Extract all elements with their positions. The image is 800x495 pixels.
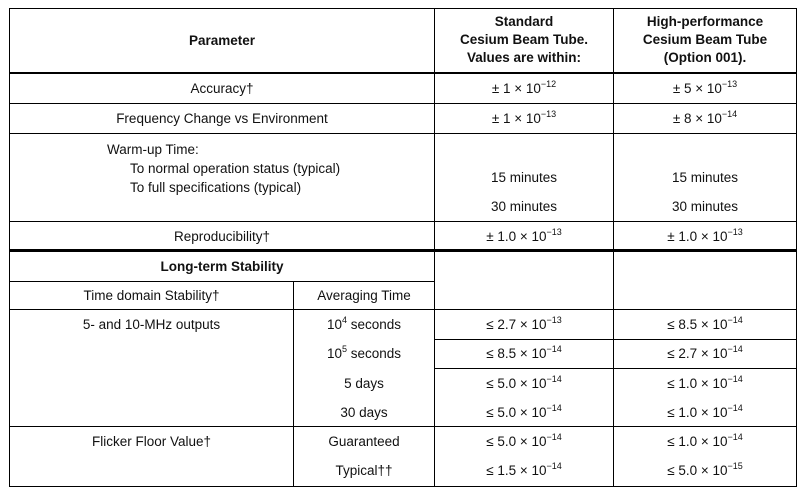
row-rule (9, 426, 797, 427)
table-border-top (9, 8, 797, 9)
stability-standard-value: ≤ $8.5 \times 10^{-14}$ (486, 343, 562, 361)
accuracy-high-perf-value: ± $5 \times 10^{-13}$ (672, 78, 738, 96)
accuracy-label: Accuracy† (190, 81, 254, 96)
stability-standard-value: ≤ $5.0 \times 10^{-14}$ (486, 373, 562, 391)
row-rule (9, 103, 797, 104)
table-border-bottom (9, 486, 797, 487)
row-rule (434, 368, 797, 369)
freq-env-high-perf-value: ± $8 \times 10^{-14}$ (672, 108, 738, 126)
warmup-sub-full: To full specifications (typical) (130, 180, 302, 195)
warmup-standard-normal: 15 minutes (490, 170, 558, 185)
stability-standard-value: ≤ $5.0 \times 10^{-14}$ (486, 402, 562, 420)
header-standard-line3: Values are within: (466, 50, 582, 65)
flicker-label: Flicker Floor Value† (91, 434, 212, 449)
table-border-right (796, 8, 797, 487)
flicker-time: Typical†† (335, 463, 393, 478)
longterm-outputs-label: 5- and 10-MHz outputs (82, 317, 221, 332)
averaging-time: $10^5$ seconds (326, 343, 402, 361)
stability-high-perf-value: ≤ $1.0 \times 10^{-14}$ (667, 373, 743, 391)
accuracy-standard-value: ± $1 \times 10^{-12}$ (491, 78, 557, 96)
flicker-high-perf-value: ≤ $1.0 \times 10^{-14}$ (667, 431, 743, 449)
row-rule (9, 221, 797, 222)
averaging-time: 5 days (344, 376, 384, 391)
longterm-col-time-domain: Time domain Stability† (83, 288, 220, 303)
flicker-standard-value: ≤ $5.0 \times 10^{-14}$ (486, 431, 562, 449)
flicker-time: Guaranteed (328, 434, 400, 449)
header-standard-line2: Cesium Beam Tube. (459, 32, 589, 47)
stability-high-perf-value: ≤ $8.5 \times 10^{-14}$ (667, 314, 743, 332)
averaging-time: $10^4$ seconds (326, 314, 402, 332)
freq-env-standard-value: ± $1 \times 10^{-13}$ (491, 108, 557, 126)
header-high-perf-line1: High-performance (646, 14, 764, 29)
header-rule (9, 72, 797, 74)
warmup-high-perf-full: 30 minutes (671, 199, 739, 214)
warmup-high-perf-normal: 15 minutes (671, 170, 739, 185)
row-rule (9, 133, 797, 134)
longterm-col-averaging: Averaging Time (317, 288, 411, 303)
flicker-standard-value: ≤ $1.5 \times 10^{-14}$ (486, 460, 562, 478)
warmup-sub-normal: To normal operation status (typical) (130, 161, 341, 176)
reproducibility-high-perf-value: ± $1.0 \times 10^{-13}$ (667, 226, 743, 244)
row-rule (434, 339, 797, 340)
warmup-standard-full: 30 minutes (490, 199, 558, 214)
stability-standard-value: ≤ $2.7 \times 10^{-13}$ (486, 314, 562, 332)
header-high-perf-line3: (Option 001). (663, 50, 747, 65)
flicker-high-perf-value: ≤ $5.0 \times 10^{-15}$ (667, 460, 743, 478)
reproducibility-standard-value: ± $1.0 \times 10^{-13}$ (486, 226, 562, 244)
row-rule (9, 281, 435, 282)
freq-env-label: Frequency Change vs Environment (116, 111, 328, 126)
header-standard-line1: Standard (494, 14, 554, 29)
header-high-perf-line2: Cesium Beam Tube (642, 32, 768, 47)
stability-high-perf-value: ≤ $1.0 \times 10^{-14}$ (667, 402, 743, 420)
warmup-label: Warm-up Time: (107, 142, 199, 157)
table-border-left (9, 8, 10, 487)
reproducibility-label: Reproducibility† (173, 229, 271, 244)
row-rule (9, 309, 797, 310)
section-rule (9, 249, 797, 252)
averaging-time: 30 days (340, 405, 388, 420)
stability-high-perf-value: ≤ $2.7 \times 10^{-14}$ (667, 343, 743, 361)
longterm-title: Long-term Stability (160, 259, 284, 274)
header-parameter: Parameter (188, 33, 256, 48)
